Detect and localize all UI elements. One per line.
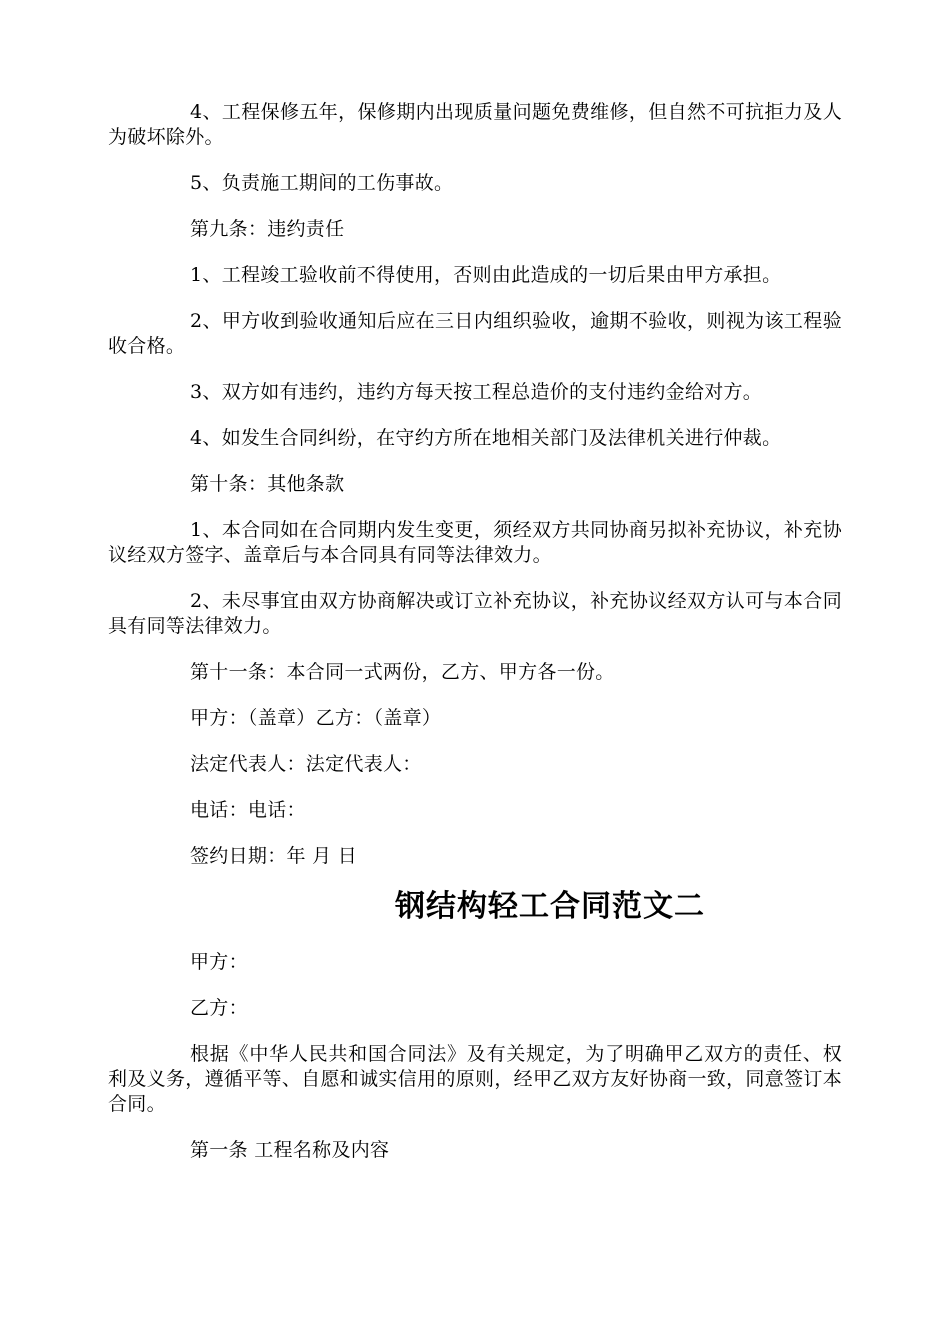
preamble-paragraph: 根据《中华人民共和国合同法》及有关规定，为了明确甲乙双方的责任、权利及义务，遵循平等、自愿和诚实信用的原则，经甲乙双方友好协商一致，同意签订本合同。: [108, 1043, 842, 1115]
signature-representative-line: 法定代表人：法定代表人：: [190, 753, 422, 775]
paragraph-injury: 5、负责施工期间的工伤事故。: [190, 172, 454, 194]
document-title: 钢结构轻工合同范文二: [395, 889, 705, 924]
signature-date-line: 签约日期：年 月 日: [190, 845, 358, 867]
party-a-line: 甲方：: [190, 951, 248, 973]
paragraph-other-2: 2、未尽事宜由双方协商解决或订立补充协议，补充协议经双方认可与本合同具有同等法律效力。: [108, 590, 842, 637]
paragraph-breach-1: 1、工程竣工验收前不得使用，否则由此造成的一切后果由甲方承担。: [190, 264, 782, 286]
article-10-heading: 第十条：其他条款: [190, 473, 345, 495]
paragraph-breach-2: 2、甲方收到验收通知后应在三日内组织验收，逾期不验收，则视为该工程验收合格。: [108, 310, 842, 357]
signature-party-line: 甲方：（盖章）乙方：（盖章）: [190, 707, 442, 729]
party-b-line: 乙方：: [190, 997, 248, 1019]
paragraph-breach-3: 3、双方如有违约，违约方每天按工程总造价的支付违约金给对方。: [190, 381, 763, 403]
article-11-heading: 第十一条：本合同一式两份，乙方、甲方各一份。: [190, 661, 615, 683]
article-1-heading: 第一条 工程名称及内容: [190, 1139, 390, 1161]
paragraph-warranty: 4、工程保修五年，保修期内出现质量问题免费维修，但自然不可抗拒力及人为破坏除外。: [108, 101, 842, 148]
paragraph-other-1: 1、本合同如在合同期内发生变更，须经双方共同协商另拟补充协议，补充协议经双方签字、盖章后与本合同具有同等法律效力。: [108, 519, 842, 566]
paragraph-breach-4: 4、如发生合同纠纷，在守约方所在地相关部门及法律机关进行仲裁。: [190, 427, 782, 449]
signature-phone-line: 电话：电话：: [190, 799, 306, 821]
document-page: [108, 100, 842, 1163]
article-9-heading: 第九条：违约责任: [190, 218, 345, 240]
